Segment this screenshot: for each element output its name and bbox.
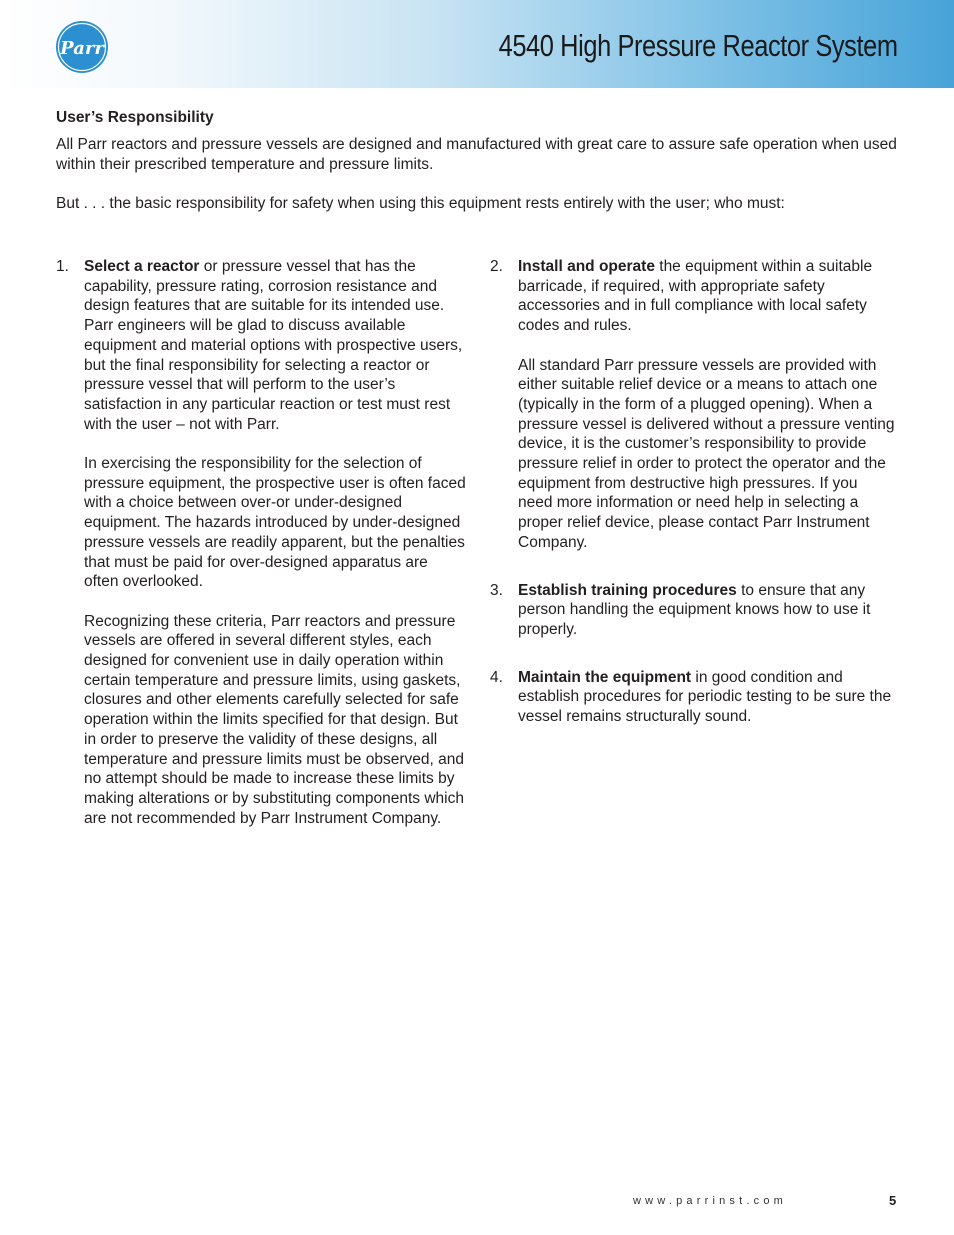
list-item [56,257,466,828]
item-number: 1. [56,258,69,275]
item-number: 3. [490,581,503,599]
item-lead-paragraph [518,668,895,727]
list-item [490,668,895,727]
item-lead-paragraph [518,581,895,640]
item-bold-lead: Establish training procedures [518,581,737,599]
item-text: in good condition and establish procedures for periodic testing to be sure the vessel remains structurally sound. [518,668,892,726]
item-paragraph: In exercising the responsibility for the selection of pressure equipment, the prospective user is often faced with a choice between over-or under-designed equipment. The hazards introduced by under-designed pressure vessels are readily apparent, but the penalties that must be paid for over-designed apparatus are often overlooked. [84,455,466,591]
page-number: 5 [889,1193,897,1208]
item-bold-lead: Install and operate [518,258,655,275]
list-item [490,257,895,553]
item-lead-paragraph [84,257,466,434]
page-header [0,0,954,88]
list-item [490,581,895,640]
item-bold-lead: Maintain the equipment [518,668,692,686]
section-heading: User’s Responsibility [56,109,214,126]
document-title: 4540 High Pressure Reactor System [498,28,898,63]
item-bold-lead: Select a reactor [84,258,200,275]
item-paragraph: All standard Parr pressure vessels are provided with either suitable relief device or a means to attach one (typically in the form of a plugged opening). When a pressure vessel is delivered without a pressure venting device, it is the customer’s responsibility to provide pressure relief in order to protect the operator and the equipment from destructive high pressures. If you need more information or need help in selecting a proper relief device, please contact Parr Instrument Company. [518,356,895,551]
item-lead-paragraph [518,257,895,336]
item-text: the equipment within a suitable barricade, if required, with appropriate safety accessories and in full compliance with local safety codes and rules. [518,258,873,335]
svg-text:Parr: Parr [60,38,104,59]
item-text: to ensure that any person handling the equipment knows how to use it properly. [518,581,871,638]
intro-paragraph-2: But . . . the basic responsibility for safety when using this equipment rests entirely with the user; who must: [56,195,785,212]
item-number: 4. [490,668,503,686]
footer-url: www.parrinst.com [633,1195,787,1207]
intro-paragraph: All Parr reactors and pressure vessels are designed and manufactured with great care to assure safe operation when used within their prescribed temperature and pressure limits. [56,136,897,173]
item-number: 2. [490,258,503,275]
right-column [490,257,895,727]
left-column [56,257,466,828]
item-text: or pressure vessel that has the capability, pressure rating, corrosion resistance and design features that are suitable for its intended use. Parr engineers will be glad to discuss available equipment and material options with prospective users, but the final responsibility for selecting a reactor or pressure vessel that will perform to the user’s satisfaction in any particular reaction or test must rest with the user – not with Parr. [84,258,463,433]
item-paragraph: Recognizing these criteria, Parr reactors and pressure vessels are offered in several different styles, each designed for convenient use in daily operation within certain temperature and pressure limits, using gaskets, closures and other elements carefully selected for safe operation within the limits specified for that design. But in order to preserve the validity of these designs, all temperature and pressure limits must be observed, and no attempt should be made to increase these limits by making alterations or by substituting components which are not recommended by Parr Instrument Company. [84,612,464,827]
parr-logo-icon [55,20,109,74]
